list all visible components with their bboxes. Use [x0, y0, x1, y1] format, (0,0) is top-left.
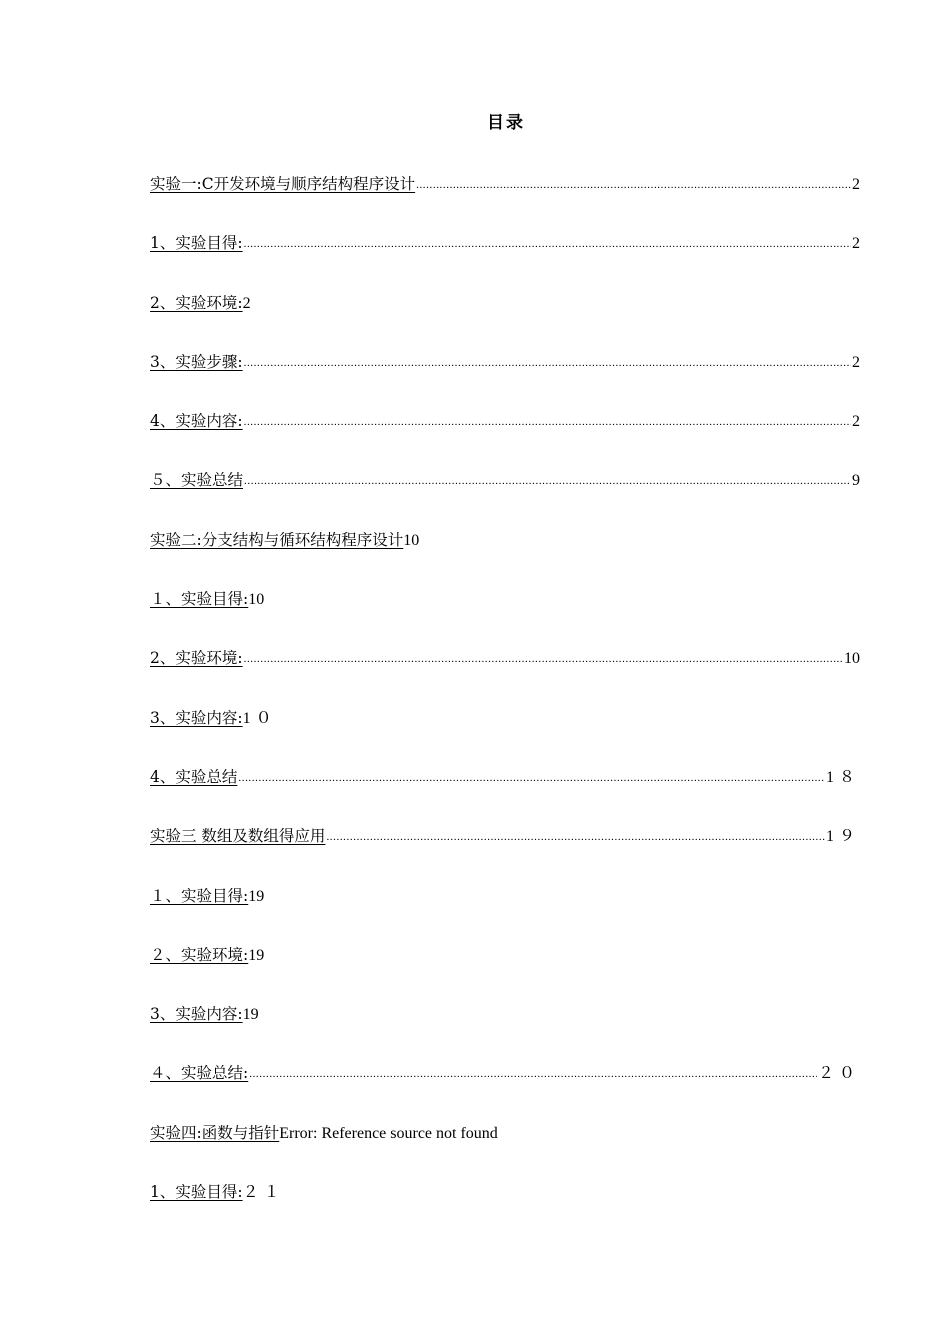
toc-entry-link[interactable]: １、实验目得: [150, 590, 249, 609]
toc-entry-link[interactable]: 2、实验环境: [150, 293, 243, 312]
toc-entry[interactable] [150, 1176, 860, 1235]
toc-page-number: 1９ [825, 828, 860, 846]
toc-page-number: 2 [852, 176, 860, 193]
toc-entry-link[interactable]: 1、实验目得: [150, 234, 243, 253]
toc-entry[interactable] [150, 702, 860, 761]
toc-dot-leader [244, 643, 843, 675]
toc-entry-link[interactable]: 2、实验环境: [150, 649, 243, 668]
toc-entry[interactable] [150, 820, 860, 879]
toc-entry-link[interactable]: 4、实验总结 [150, 767, 238, 786]
toc-entry-link[interactable]: 实验四:函数与指针 [150, 1123, 280, 1142]
toc-entry-link[interactable]: 实验三 数组及数组得应用 [150, 827, 326, 846]
table-of-contents [150, 168, 860, 1235]
toc-page-number: 19 [242, 1006, 259, 1024]
toc-entry-link[interactable]: 3、实验内容: [150, 1005, 243, 1024]
toc-page-number: 9 [852, 472, 860, 490]
toc-entry[interactable] [150, 287, 860, 346]
toc-page-number: 10 [248, 591, 265, 609]
toc-entry[interactable] [150, 880, 860, 939]
toc-page-number: 19 [248, 887, 265, 905]
toc-entry[interactable] [150, 761, 860, 820]
toc-entry-link[interactable]: １、实验目得: [150, 886, 249, 905]
toc-entry[interactable] [150, 642, 860, 701]
toc-page-number: 1８ [825, 768, 860, 786]
toc-page-number: 19 [248, 946, 265, 964]
toc-entry[interactable] [150, 168, 860, 227]
toc-entry-link[interactable]: ２、实验环境: [150, 945, 249, 964]
toc-entry[interactable] [150, 227, 860, 286]
toc-entry-link[interactable]: 实验一:C开发环境与顺序结构程序设计 [150, 175, 416, 193]
toc-page-number: 10 [844, 650, 860, 668]
toc-dot-leader [326, 821, 825, 853]
toc-entry[interactable] [150, 405, 860, 464]
toc-page-number: 2 [852, 235, 860, 253]
toc-entry[interactable] [150, 1117, 860, 1176]
toc-entry-link[interactable]: ４、实验总结: [150, 1064, 249, 1083]
toc-dot-leader [249, 1058, 817, 1090]
toc-entry-link[interactable]: 3、实验内容: [150, 708, 243, 727]
toc-page-number: 1０ [242, 709, 277, 727]
toc-page-number: Error: Reference source not found [279, 1124, 498, 1142]
toc-entry-link[interactable]: 4、实验内容: [150, 412, 243, 431]
toc-entry-link[interactable]: 1、实验目得: [150, 1183, 243, 1202]
toc-entry-link[interactable]: 3、实验步骤: [150, 352, 243, 371]
toc-dot-leader [416, 169, 851, 201]
toc-entry-link[interactable]: ５、实验总结 [150, 471, 244, 490]
toc-page-number: 2 [852, 413, 860, 431]
toc-entry[interactable] [150, 939, 860, 998]
toc-page-number: 2 [242, 294, 251, 312]
toc-page-number: 2 [852, 353, 860, 371]
toc-entry[interactable] [150, 524, 860, 583]
toc-page-number: 10 [403, 531, 420, 549]
toc-dot-leader [244, 465, 851, 497]
toc-page-number: ２０ [817, 1065, 860, 1083]
toc-entry[interactable] [150, 464, 860, 523]
toc-dot-leader [244, 228, 851, 260]
toc-entry-link[interactable]: 实验二:分支结构与循环结构程序设计 [150, 530, 404, 549]
page-title: 目录 [487, 113, 525, 133]
toc-entry[interactable] [150, 998, 860, 1057]
toc-dot-leader [244, 406, 851, 438]
toc-dot-leader [244, 347, 851, 379]
toc-entry[interactable] [150, 346, 860, 405]
toc-entry[interactable] [150, 1057, 860, 1116]
toc-page-number: ２１ [242, 1184, 285, 1202]
toc-dot-leader [238, 762, 825, 794]
toc-entry[interactable] [150, 583, 860, 642]
